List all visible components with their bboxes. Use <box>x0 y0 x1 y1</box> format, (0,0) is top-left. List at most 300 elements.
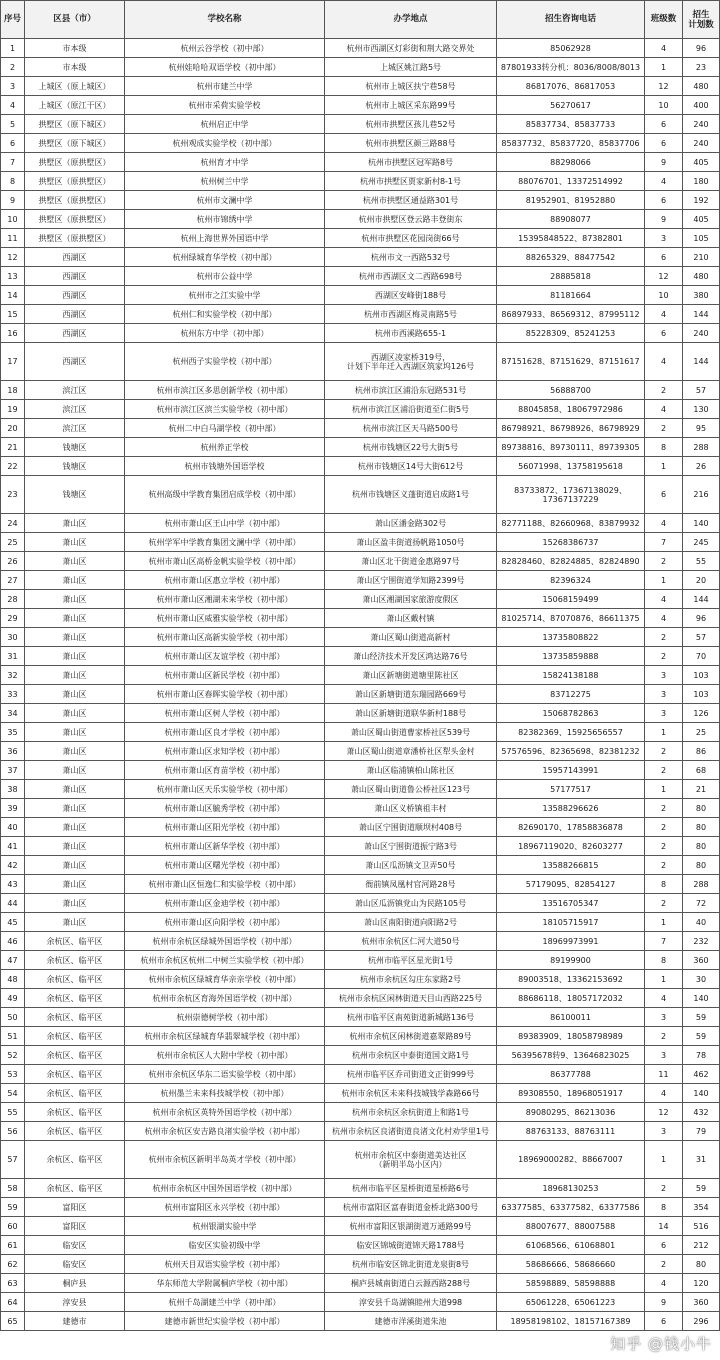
table-row <box>1 381 720 400</box>
header-school: 学校名称 <box>125 1 325 39</box>
cell-classes: 12 <box>645 267 683 286</box>
cell-classes: 7 <box>645 533 683 552</box>
cell-enroll: 31 <box>683 1141 720 1179</box>
cell-school: 杭州市萧山区金迪学校（初中部） <box>125 894 325 913</box>
cell-no: 53 <box>1 1065 25 1084</box>
cell-enroll: 245 <box>683 533 720 552</box>
cell-enroll: 210 <box>683 248 720 267</box>
cell-school: 杭州市萧山区求知学校（初中部） <box>125 742 325 761</box>
cell-district: 萧山区 <box>25 742 125 761</box>
cell-phone: 81181664 <box>497 286 645 305</box>
cell-address: 淳安县千岛湖镇睦州大道998 <box>325 1293 497 1312</box>
cell-phone: 81952901、81952880 <box>497 191 645 210</box>
cell-school: 杭州市萧山区良才学校（初中部） <box>125 723 325 742</box>
cell-no: 39 <box>1 799 25 818</box>
cell-phone: 82690170、17858836878 <box>497 818 645 837</box>
cell-school: 杭州市萧山区育苗学校（初中部） <box>125 761 325 780</box>
cell-classes: 1 <box>645 457 683 476</box>
cell-address: 萧山区蜀山街道鲁公桥社区123号 <box>325 780 497 799</box>
cell-classes: 2 <box>645 647 683 666</box>
cell-school: 杭州市余杭区绿城外国语学校（初中部） <box>125 932 325 951</box>
cell-no: 15 <box>1 305 25 324</box>
header-phone: 招生咨询电话 <box>497 1 645 39</box>
cell-school: 临安区实验初级中学 <box>125 1236 325 1255</box>
cell-phone: 57179095、82854127 <box>497 875 645 894</box>
cell-no: 28 <box>1 590 25 609</box>
table-row <box>1 172 720 191</box>
cell-enroll: 296 <box>683 1312 720 1331</box>
cell-address: 杭州市拱墅区冠军路8号 <box>325 153 497 172</box>
cell-no: 54 <box>1 1084 25 1103</box>
table-row <box>1 1236 720 1255</box>
cell-classes: 2 <box>645 1027 683 1046</box>
cell-no: 2 <box>1 58 25 77</box>
cell-address: 杭州市拱墅区花园岗街66号 <box>325 229 497 248</box>
table-row <box>1 647 720 666</box>
cell-address: 萧山区新塘街道塘里陈社区 <box>325 666 497 685</box>
cell-district: 萧山区 <box>25 609 125 628</box>
cell-phone: 13588296626 <box>497 799 645 818</box>
cell-school: 杭州市萧山区高桥金帆实验学校（初中部） <box>125 552 325 571</box>
cell-enroll: 360 <box>683 1293 720 1312</box>
cell-phone: 87801933转分机：8036/8008/8013 <box>497 58 645 77</box>
cell-no: 12 <box>1 248 25 267</box>
cell-enroll: 144 <box>683 305 720 324</box>
cell-classes: 9 <box>645 153 683 172</box>
cell-phone: 13588266815 <box>497 856 645 875</box>
cell-school: 杭州娃哈哈双语学校（初中部） <box>125 58 325 77</box>
cell-phone: 81025714、87070876、86611375 <box>497 609 645 628</box>
cell-address: 萧山区新塘街道东瑞园路669号 <box>325 685 497 704</box>
cell-phone: 82396324 <box>497 571 645 590</box>
table-body <box>1 39 720 1331</box>
cell-district: 萧山区 <box>25 514 125 533</box>
cell-no: 40 <box>1 818 25 837</box>
cell-enroll: 57 <box>683 628 720 647</box>
cell-phone: 86100011 <box>497 1008 645 1027</box>
cell-school: 杭州市萧山区曙光学校（初中部） <box>125 856 325 875</box>
cell-enroll: 400 <box>683 96 720 115</box>
cell-school: 杭州市之江实验中学 <box>125 286 325 305</box>
cell-phone: 86377788 <box>497 1065 645 1084</box>
table-row <box>1 780 720 799</box>
cell-no: 25 <box>1 533 25 552</box>
cell-no: 17 <box>1 343 25 381</box>
cell-classes: 9 <box>645 210 683 229</box>
cell-phone: 85837732、85837720、85837706 <box>497 134 645 153</box>
cell-classes: 2 <box>645 742 683 761</box>
cell-classes: 2 <box>645 628 683 647</box>
cell-classes: 3 <box>645 1008 683 1027</box>
cell-phone: 57576596、82365698、82381232 <box>497 742 645 761</box>
cell-enroll: 80 <box>683 818 720 837</box>
cell-district: 余杭区、临平区 <box>25 1141 125 1179</box>
cell-classes: 11 <box>645 1065 683 1084</box>
cell-district: 萧山区 <box>25 552 125 571</box>
cell-enroll: 288 <box>683 438 720 457</box>
cell-enroll: 405 <box>683 210 720 229</box>
cell-classes: 4 <box>645 172 683 191</box>
cell-classes: 12 <box>645 77 683 96</box>
header-classes: 班级数 <box>645 1 683 39</box>
cell-address: 桐庐县城南街道白云源西路288号 <box>325 1274 497 1293</box>
table-row <box>1 438 720 457</box>
cell-no: 33 <box>1 685 25 704</box>
cell-no: 9 <box>1 191 25 210</box>
cell-enroll: 380 <box>683 286 720 305</box>
cell-school: 杭州市文澜中学 <box>125 191 325 210</box>
header-address: 办学地点 <box>325 1 497 39</box>
cell-classes: 1 <box>645 723 683 742</box>
cell-no: 34 <box>1 704 25 723</box>
table-row <box>1 457 720 476</box>
cell-classes: 2 <box>645 799 683 818</box>
cell-no: 4 <box>1 96 25 115</box>
cell-no: 21 <box>1 438 25 457</box>
cell-classes: 3 <box>645 1046 683 1065</box>
header-row <box>1 1 720 39</box>
cell-district: 滨江区 <box>25 381 125 400</box>
cell-district: 富阳区 <box>25 1198 125 1217</box>
cell-school: 杭州市萧山区毓秀学校（初中部） <box>125 799 325 818</box>
cell-phone: 88076701、13372514992 <box>497 172 645 191</box>
cell-enroll: 103 <box>683 666 720 685</box>
cell-school: 杭州市钱塘外国语学校 <box>125 457 325 476</box>
cell-phone: 82382369、15925656557 <box>497 723 645 742</box>
cell-no: 63 <box>1 1274 25 1293</box>
header-enroll-line1: 招生 <box>692 9 710 20</box>
cell-address: 萧山经济技术开发区鸿达路76号 <box>325 647 497 666</box>
cell-school: 杭州市萧山区新华学校（初中部） <box>125 837 325 856</box>
cell-address: 杭州市临平区乔司街道文正街999号 <box>325 1065 497 1084</box>
cell-no: 5 <box>1 115 25 134</box>
cell-phone: 89383909、18058798989 <box>497 1027 645 1046</box>
cell-classes: 6 <box>645 115 683 134</box>
cell-address: 杭州市拱墅区贾家新村8-1号 <box>325 172 497 191</box>
cell-address: 萧山区宁围街道顺坝村408号 <box>325 818 497 837</box>
cell-no: 1 <box>1 39 25 58</box>
cell-address: 杭州市滨江区浦沿东冠路531号 <box>325 381 497 400</box>
cell-address: 杭州市余杭区余杭街道上和路1号 <box>325 1103 497 1122</box>
cell-address: 临安区锦城街道锦天路1788号 <box>325 1236 497 1255</box>
table-row <box>1 1027 720 1046</box>
cell-school: 杭州千岛湖建兰中学（初中部） <box>125 1293 325 1312</box>
table-row <box>1 590 720 609</box>
cell-classes: 8 <box>645 1198 683 1217</box>
table-row <box>1 267 720 286</box>
cell-address: 杭州市余杭区未来科技城钱学森路66号 <box>325 1084 497 1103</box>
cell-district: 市本级 <box>25 58 125 77</box>
cell-enroll: 80 <box>683 837 720 856</box>
table-row <box>1 1065 720 1084</box>
cell-enroll: 140 <box>683 1084 720 1103</box>
cell-phone: 88298066 <box>497 153 645 172</box>
cell-enroll: 516 <box>683 1217 720 1236</box>
cell-classes: 4 <box>645 1084 683 1103</box>
cell-school: 杭州西子实验学校（初中部） <box>125 343 325 381</box>
cell-district: 钱塘区 <box>25 457 125 476</box>
cell-district: 拱墅区（原拱墅区） <box>25 191 125 210</box>
table-row <box>1 628 720 647</box>
cell-address: 杭州市余杭区中泰街道美达社区 （新明半岛小区内） <box>325 1141 497 1179</box>
cell-school: 杭州市锦绣中学 <box>125 210 325 229</box>
table-row <box>1 1312 720 1331</box>
cell-no: 46 <box>1 932 25 951</box>
table-row <box>1 115 720 134</box>
cell-school: 杭州二中白马湖学校（初中部） <box>125 419 325 438</box>
cell-district: 萧山区 <box>25 837 125 856</box>
cell-district: 萧山区 <box>25 647 125 666</box>
cell-classes: 7 <box>645 932 683 951</box>
cell-district: 余杭区、临平区 <box>25 1065 125 1084</box>
cell-no: 62 <box>1 1255 25 1274</box>
table-row <box>1 761 720 780</box>
cell-school: 杭州市余杭区杭州二中树兰实验学校（初中部） <box>125 951 325 970</box>
cell-district: 萧山区 <box>25 799 125 818</box>
table-header <box>1 1 720 39</box>
cell-phone: 15068159499 <box>497 590 645 609</box>
zhihu-watermark: 知乎 @钱小牛 <box>610 1335 712 1353</box>
cell-enroll: 360 <box>683 951 720 970</box>
cell-phone: 15268386737 <box>497 533 645 552</box>
cell-district: 萧山区 <box>25 685 125 704</box>
cell-school: 杭州市萧山区天乐实验学校（初中部） <box>125 780 325 799</box>
table-row <box>1 343 720 381</box>
cell-address: 萧山区蜀山街道章潘桥社区犁头金村 <box>325 742 497 761</box>
cell-classes: 1 <box>645 913 683 932</box>
cell-address: 杭州市余杭区中泰街道国文路1号 <box>325 1046 497 1065</box>
cell-enroll: 23 <box>683 58 720 77</box>
cell-address: 萧山区临浦镇柏山陈社区 <box>325 761 497 780</box>
cell-address: 萧山区蜀山街道高新村 <box>325 628 497 647</box>
cell-classes: 2 <box>645 552 683 571</box>
cell-address: 杭州市拱墅区通益路301号 <box>325 191 497 210</box>
cell-enroll: 120 <box>683 1274 720 1293</box>
cell-address: 杭州市西湖区灯彩街和荆大路交界处 <box>325 39 497 58</box>
cell-no: 37 <box>1 761 25 780</box>
table-row <box>1 704 720 723</box>
cell-district: 余杭区、临平区 <box>25 989 125 1008</box>
cell-district: 拱墅区（原拱墅区） <box>25 229 125 248</box>
cell-classes: 1 <box>645 1141 683 1179</box>
table-row <box>1 191 720 210</box>
cell-no: 20 <box>1 419 25 438</box>
cell-school: 杭州市萧山区春晖实验学校（初中部） <box>125 685 325 704</box>
cell-school: 杭州市余杭区育海外国语学校（初中部） <box>125 989 325 1008</box>
cell-enroll: 40 <box>683 913 720 932</box>
cell-no: 24 <box>1 514 25 533</box>
cell-address: 杭州市拱墅区孩儿巷52号 <box>325 115 497 134</box>
cell-enroll: 140 <box>683 514 720 533</box>
cell-phone: 56270617 <box>497 96 645 115</box>
cell-address: 上城区姚江路5号 <box>325 58 497 77</box>
cell-phone: 18967119020、82603277 <box>497 837 645 856</box>
cell-no: 6 <box>1 134 25 153</box>
cell-phone: 88763133、88763111 <box>497 1122 645 1141</box>
cell-phone: 85837734、85837733 <box>497 115 645 134</box>
table-row <box>1 1274 720 1293</box>
cell-address: 萧山区新塘街道联华新村188号 <box>325 704 497 723</box>
table-row <box>1 666 720 685</box>
table-row <box>1 571 720 590</box>
cell-no: 55 <box>1 1103 25 1122</box>
cell-address: 杭州市临平区星光街1号 <box>325 951 497 970</box>
cell-phone: 65061228、65061223 <box>497 1293 645 1312</box>
cell-phone: 89003518、13362153692 <box>497 970 645 989</box>
cell-classes: 3 <box>645 1122 683 1141</box>
cell-classes: 3 <box>645 229 683 248</box>
cell-enroll: 70 <box>683 647 720 666</box>
cell-address: 西湖区凌家桥319号， 计划下半年迁入西湖区筑家坞126号 <box>325 343 497 381</box>
cell-school: 杭州市滨江区多思创新学校（初中部） <box>125 381 325 400</box>
cell-address: 杭州市西湖区梅灵南路5号 <box>325 305 497 324</box>
cell-address: 杭州市余杭区良渚街道良渚文化村劝学里1号 <box>325 1122 497 1141</box>
cell-school: 杭州高级中学教育集团启成学校（初中部） <box>125 476 325 514</box>
table-row <box>1 419 720 438</box>
cell-district: 西湖区 <box>25 286 125 305</box>
cell-no: 50 <box>1 1008 25 1027</box>
cell-enroll: 126 <box>683 704 720 723</box>
cell-district: 拱墅区（原拱墅区） <box>25 172 125 191</box>
cell-enroll: 144 <box>683 343 720 381</box>
cell-phone: 83733872、17367138029、 17367137229 <box>497 476 645 514</box>
cell-enroll: 86 <box>683 742 720 761</box>
cell-district: 钱塘区 <box>25 476 125 514</box>
header-enroll <box>683 1 720 39</box>
cell-address: 杭州市钱塘区22号大街5号 <box>325 438 497 457</box>
cell-district: 萧山区 <box>25 913 125 932</box>
cell-district: 余杭区、临平区 <box>25 1027 125 1046</box>
cell-enroll: 30 <box>683 970 720 989</box>
cell-school: 杭州市萧山区阳光学校（初中部） <box>125 818 325 837</box>
cell-classes: 2 <box>645 1255 683 1274</box>
table-row <box>1 970 720 989</box>
cell-school: 杭州市公益中学 <box>125 267 325 286</box>
cell-district: 萧山区 <box>25 628 125 647</box>
cell-classes: 2 <box>645 818 683 837</box>
cell-phone: 18969973991 <box>497 932 645 951</box>
cell-no: 57 <box>1 1141 25 1179</box>
cell-phone: 18105715917 <box>497 913 645 932</box>
cell-phone: 13735808822 <box>497 628 645 647</box>
cell-no: 27 <box>1 571 25 590</box>
table-row <box>1 932 720 951</box>
cell-classes: 8 <box>645 951 683 970</box>
cell-enroll: 80 <box>683 856 720 875</box>
cell-enroll: 96 <box>683 609 720 628</box>
cell-phone: 56071998、13758195618 <box>497 457 645 476</box>
cell-no: 23 <box>1 476 25 514</box>
cell-address: 杭州市富阳区富春街道金桥北路300号 <box>325 1198 497 1217</box>
cell-address: 萧山区义桥镇祖丰村 <box>325 799 497 818</box>
cell-district: 余杭区、临平区 <box>25 951 125 970</box>
cell-no: 47 <box>1 951 25 970</box>
table-row <box>1 1198 720 1217</box>
cell-phone: 89080295、86213036 <box>497 1103 645 1122</box>
cell-district: 富阳区 <box>25 1217 125 1236</box>
table-row <box>1 248 720 267</box>
cell-enroll: 216 <box>683 476 720 514</box>
cell-district: 余杭区、临平区 <box>25 1122 125 1141</box>
cell-district: 建德市 <box>25 1312 125 1331</box>
cell-district: 余杭区、临平区 <box>25 970 125 989</box>
cell-enroll: 25 <box>683 723 720 742</box>
cell-no: 29 <box>1 609 25 628</box>
cell-district: 淳安县 <box>25 1293 125 1312</box>
cell-district: 上城区（原江干区） <box>25 96 125 115</box>
cell-school: 杭州市萧山区友谊学校（初中部） <box>125 647 325 666</box>
cell-district: 萧山区 <box>25 590 125 609</box>
cell-school: 杭州天目双语实验学校（初中部） <box>125 1255 325 1274</box>
cell-district: 萧山区 <box>25 723 125 742</box>
cell-classes: 4 <box>645 514 683 533</box>
cell-phone: 89738816、89730111、89739305 <box>497 438 645 457</box>
cell-school: 杭州仁和实验学校（初中部） <box>125 305 325 324</box>
cell-address: 杭州市西湖区文二西路698号 <box>325 267 497 286</box>
cell-enroll: 59 <box>683 1027 720 1046</box>
table-row <box>1 134 720 153</box>
cell-no: 41 <box>1 837 25 856</box>
cell-phone: 13735859888 <box>497 647 645 666</box>
cell-enroll: 232 <box>683 932 720 951</box>
cell-address: 杭州市临平区星桥街道星桥路6号 <box>325 1179 497 1198</box>
table-row <box>1 1179 720 1198</box>
cell-district: 萧山区 <box>25 704 125 723</box>
cell-district: 萧山区 <box>25 818 125 837</box>
cell-address: 西湖区安峰街188号 <box>325 286 497 305</box>
cell-enroll: 432 <box>683 1103 720 1122</box>
cell-enroll: 192 <box>683 191 720 210</box>
cell-address: 杭州市拱墅区登云路丰登街东 <box>325 210 497 229</box>
cell-school: 杭州市余杭区绿城育华亲亲学校（初中部） <box>125 970 325 989</box>
cell-classes: 2 <box>645 419 683 438</box>
table-row <box>1 1084 720 1103</box>
cell-phone: 88007677、88007588 <box>497 1217 645 1236</box>
cell-district: 拱墅区（原下城区） <box>25 115 125 134</box>
table-row <box>1 1141 720 1179</box>
cell-school: 杭州崇德树学校（初中部） <box>125 1008 325 1027</box>
cell-school: 杭州绿城育华学校（初中部） <box>125 248 325 267</box>
cell-no: 19 <box>1 400 25 419</box>
cell-classes: 6 <box>645 248 683 267</box>
cell-phone: 86817076、86817053 <box>497 77 645 96</box>
cell-school: 杭州市滨江区滨兰实验学校（初中部） <box>125 400 325 419</box>
cell-no: 52 <box>1 1046 25 1065</box>
cell-classes: 9 <box>645 1293 683 1312</box>
cell-enroll: 72 <box>683 894 720 913</box>
cell-phone: 86798921、86798926、86798929 <box>497 419 645 438</box>
table-row <box>1 1008 720 1027</box>
cell-no: 16 <box>1 324 25 343</box>
cell-school: 杭州市萧山区威雅实验学校（初中部） <box>125 609 325 628</box>
table-row <box>1 58 720 77</box>
cell-district: 桐庐县 <box>25 1274 125 1293</box>
cell-phone: 89199900 <box>497 951 645 970</box>
cell-enroll: 288 <box>683 875 720 894</box>
cell-classes: 6 <box>645 134 683 153</box>
cell-district: 余杭区、临平区 <box>25 1103 125 1122</box>
cell-no: 48 <box>1 970 25 989</box>
cell-phone: 18968130253 <box>497 1179 645 1198</box>
table-row <box>1 1103 720 1122</box>
cell-no: 22 <box>1 457 25 476</box>
cell-no: 36 <box>1 742 25 761</box>
cell-phone: 88686118、18057172032 <box>497 989 645 1008</box>
cell-phone: 86897933、86569312、87995112 <box>497 305 645 324</box>
table-row <box>1 723 720 742</box>
cell-classes: 4 <box>645 343 683 381</box>
cell-classes: 6 <box>645 324 683 343</box>
